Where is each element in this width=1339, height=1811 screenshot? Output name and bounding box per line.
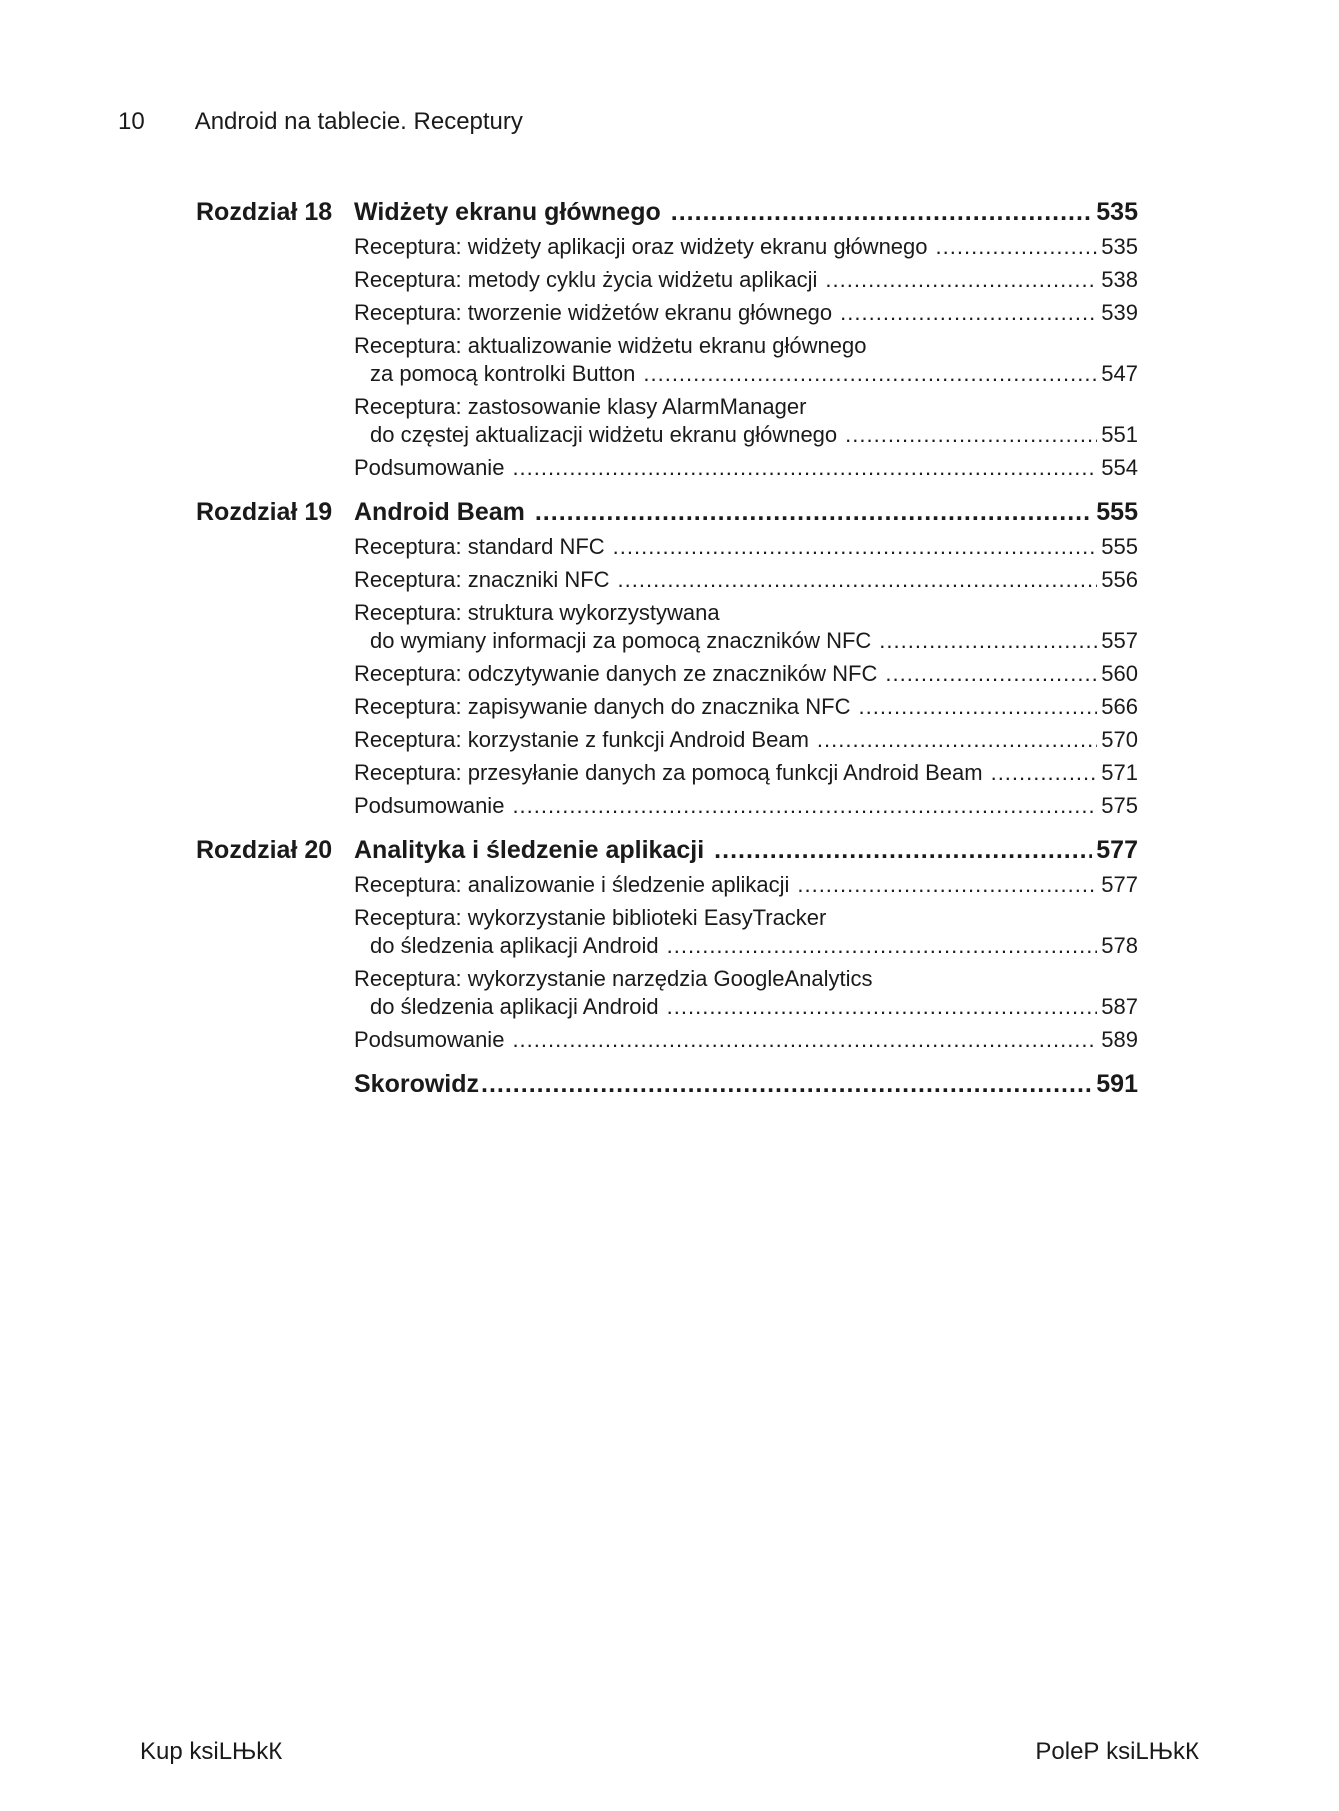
entry-text: Receptura: przesyłanie danych za pomocą funkcji Android Beam — [354, 760, 983, 785]
leader-dots — [512, 793, 1097, 819]
chapter-title: Android Beam — [354, 498, 525, 526]
leader-dots — [618, 567, 1098, 593]
running-head — [118, 108, 523, 136]
entry-text: do wymiany informacji za pomocą znaczników NFC — [370, 628, 872, 653]
entry-text: za pomocą kontrolki Button — [370, 361, 636, 386]
index-page: 591 — [1096, 1070, 1138, 1098]
chapter-title: Widżety ekranu głównego — [354, 198, 661, 226]
entry-page: 575 — [1101, 793, 1138, 818]
entry-text: do śledzenia aplikacji Android — [370, 994, 659, 1019]
toc-entry[interactable] — [354, 727, 1138, 760]
entry-text-line1: Receptura: aktualizowanie widżetu ekranu głównego — [354, 333, 867, 358]
leader-dots — [885, 661, 1097, 687]
toc-entry[interactable] — [354, 694, 1138, 727]
entry-page: 556 — [1101, 567, 1138, 592]
entry-page: 589 — [1101, 1027, 1138, 1052]
leader-dots — [613, 534, 1098, 560]
footer-buy-link[interactable]: Kup ksiLЊkК — [140, 1738, 283, 1765]
toc-entry[interactable] — [354, 760, 1138, 793]
page-number: 10 — [118, 108, 145, 135]
entry-page: 560 — [1101, 661, 1138, 686]
leader-dots — [817, 727, 1097, 753]
leader-dots — [667, 933, 1098, 959]
entry-text-line1: Receptura: wykorzystanie narzędzia GoogleAnalytics — [354, 966, 873, 991]
toc-entry[interactable] — [354, 793, 1138, 826]
entry-page: 571 — [1101, 760, 1138, 785]
toc-entry[interactable] — [354, 300, 1138, 333]
entry-page: 557 — [1101, 628, 1138, 653]
entry-text: Receptura: standard NFC — [354, 534, 605, 559]
leader-dots — [512, 455, 1097, 481]
entry-text: Receptura: odczytywanie danych ze znaczników NFC — [354, 661, 878, 686]
entry-page: 578 — [1101, 933, 1138, 958]
chapter-page: 535 — [1096, 198, 1138, 226]
chapter-19 — [196, 498, 1138, 826]
chapter-label: Rozdział 18 — [196, 198, 333, 226]
footer-recommend-link[interactable]: PoleР ksiLЊkК — [1035, 1738, 1199, 1765]
entry-page: 587 — [1101, 994, 1138, 1019]
entry-text: Receptura: zapisywanie danych do znacznika NFC — [354, 694, 851, 719]
toc-entry[interactable] — [354, 267, 1138, 300]
leader-dots — [858, 694, 1097, 720]
entry-text: Receptura: metody cyklu życia widżetu aplikacji — [354, 267, 818, 292]
entry-text: Receptura: korzystanie z funkcji Android Beam — [354, 727, 809, 752]
book-title: Android na tablecie. Receptury — [194, 108, 523, 135]
entry-text: do częstej aktualizacji widżetu ekranu głównego — [370, 422, 838, 447]
entry-page: 570 — [1101, 727, 1138, 752]
leader-dots — [481, 1070, 1092, 1099]
leader-dots — [671, 198, 1093, 227]
entry-page: 538 — [1101, 267, 1138, 292]
entry-page: 539 — [1101, 300, 1138, 325]
chapter-title-entry[interactable] — [354, 498, 1138, 534]
toc-entry[interactable] — [354, 567, 1138, 600]
entry-page: 555 — [1101, 534, 1138, 559]
leader-dots — [825, 267, 1097, 293]
leader-dots — [535, 498, 1092, 527]
entry-page: 547 — [1101, 361, 1138, 386]
toc-entry[interactable] — [354, 1027, 1138, 1060]
leader-dots — [879, 628, 1097, 654]
chapter-20 — [196, 836, 1138, 1060]
entry-page: 554 — [1101, 455, 1138, 480]
toc-entry[interactable] — [354, 534, 1138, 567]
entry-text-line1: Receptura: zastosowanie klasy AlarmManager — [354, 394, 807, 419]
entry-text: Receptura: znaczniki NFC — [354, 567, 610, 592]
entry-page: 551 — [1101, 422, 1138, 447]
chapter-label: Rozdział 19 — [196, 498, 333, 526]
entry-text: Receptura: tworzenie widżetów ekranu głównego — [354, 300, 833, 325]
toc-entry-multiline[interactable] — [354, 600, 1138, 661]
chapter-18 — [196, 198, 1138, 488]
toc-entry-multiline[interactable] — [354, 394, 1138, 455]
entry-text-line1: Receptura: struktura wykorzystywana — [354, 600, 720, 625]
toc-entry[interactable] — [354, 234, 1138, 267]
entry-text-line1: Receptura: wykorzystanie biblioteki EasyTracker — [354, 905, 827, 930]
entry-text: Podsumowanie — [354, 1027, 505, 1052]
entry-text: do śledzenia aplikacji Android — [370, 933, 659, 958]
chapter-title-entry[interactable] — [354, 836, 1138, 872]
entry-page: 566 — [1101, 694, 1138, 719]
table-of-contents — [196, 198, 1138, 1106]
leader-dots — [845, 422, 1097, 448]
toc-entry-multiline[interactable] — [354, 905, 1138, 966]
chapter-page: 555 — [1096, 498, 1138, 526]
leader-dots — [643, 361, 1097, 387]
entry-page: 535 — [1101, 234, 1138, 259]
toc-entry-multiline[interactable] — [354, 966, 1138, 1027]
leader-dots — [797, 872, 1097, 898]
leader-dots — [840, 300, 1097, 326]
index-entry[interactable] — [354, 1070, 1138, 1106]
chapter-title-entry[interactable] — [354, 198, 1138, 234]
entry-text: Receptura: widżety aplikacji oraz widżety ekranu głównego — [354, 234, 928, 259]
leader-dots — [667, 994, 1098, 1020]
index-title: Skorowidz — [354, 1070, 480, 1098]
toc-entry[interactable] — [354, 661, 1138, 694]
leader-dots — [936, 234, 1098, 260]
chapter-label: Rozdział 20 — [196, 836, 333, 864]
chapter-page: 577 — [1096, 836, 1138, 864]
entry-text: Podsumowanie — [354, 455, 505, 480]
chapter-title: Analityka i śledzenie aplikacji — [354, 836, 705, 864]
toc-entry[interactable] — [354, 455, 1138, 488]
toc-entry[interactable] — [354, 872, 1138, 905]
entry-text: Podsumowanie — [354, 793, 505, 818]
entry-text: Receptura: analizowanie i śledzenie aplikacji — [354, 872, 790, 897]
toc-entry-multiline[interactable] — [354, 333, 1138, 394]
index-section — [196, 1070, 1138, 1106]
leader-dots — [714, 836, 1092, 865]
leader-dots — [512, 1027, 1097, 1053]
leader-dots — [991, 760, 1098, 786]
entry-page: 577 — [1101, 872, 1138, 897]
